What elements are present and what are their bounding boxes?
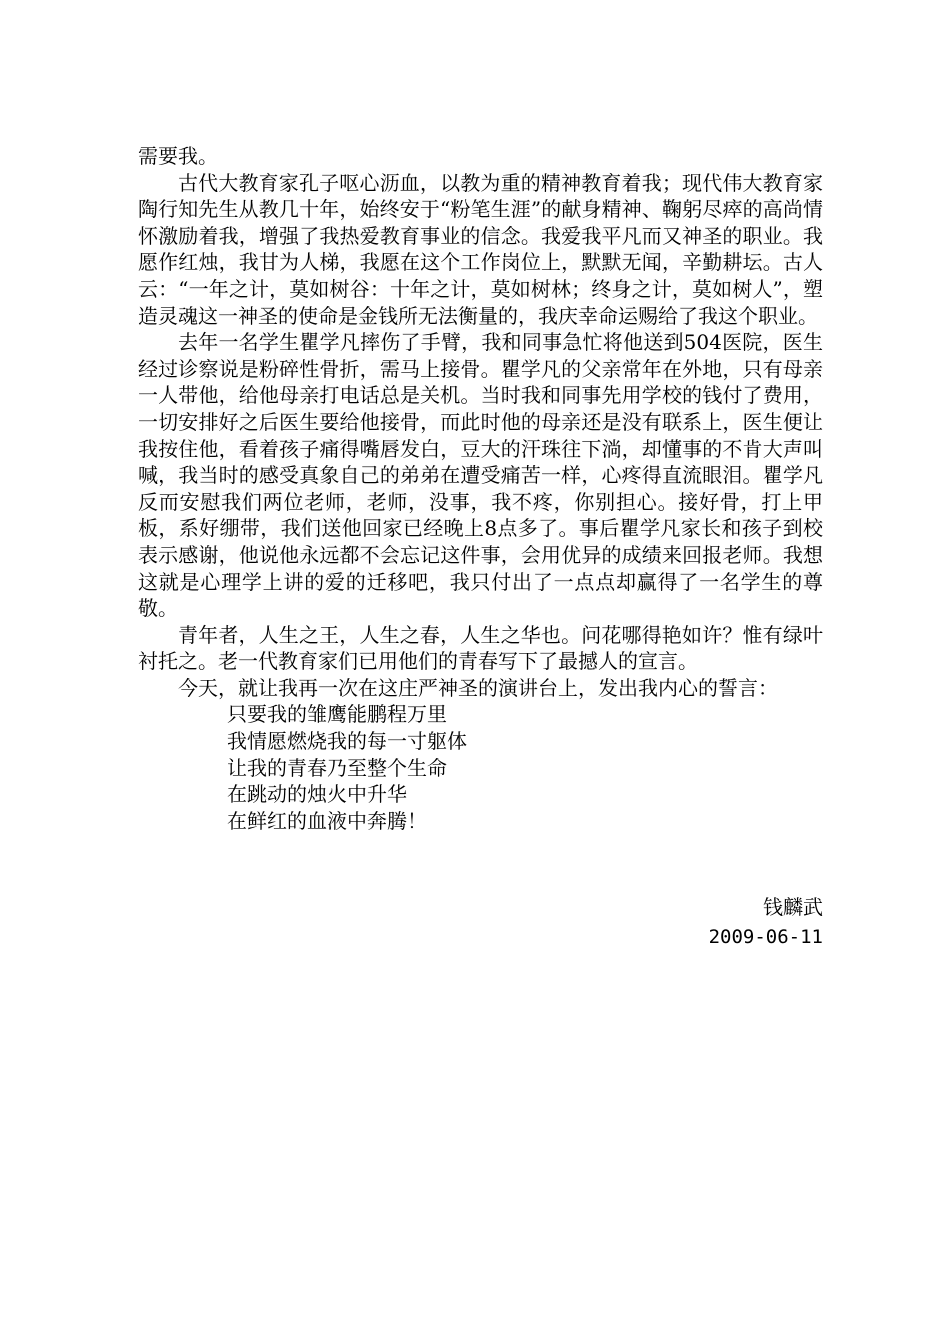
paragraph-youth: 青年者，人生之王，人生之春，人生之华也。问花哪得艳如许？惟有绿叶衬托之。老一代教育家们已用他们的青春写下了最撼人的宣言。: [138, 622, 823, 674]
poem-line: 只要我的雏鹰能鹏程万里: [227, 702, 447, 727]
poem-line: 在跳动的烛火中升华: [227, 782, 407, 807]
paragraph-educators: 古代大教育家孔子呕心沥血，以教为重的精神教育着我；现代伟大教育家陶行知先生从教几十年，始终安于“粉笔生涯”的献身精神、鞠躬尽瘁的高尚情怀激励着我，增强了我热爱教育事业的信念。我爱我平凡而又神圣的职业。我愿作红烛，我甘为人梯，我愿在这个工作岗位上，默默无闻，辛勤耕坛。古人云：“一年之计，莫如树谷：十年之计，莫如树林；终身之计，莫如树人”，塑造灵魂这一神圣的使命是金钱所无法衡量的，我庆幸命运赐给了我这个职业。: [138, 170, 823, 328]
poem-line: 让我的青春乃至整个生命: [227, 755, 447, 780]
signature-date: 2009-06-11: [708, 926, 823, 948]
paragraph-continuation: 需要我。: [138, 144, 218, 168]
poem-line: 在鲜红的血液中奔腾！: [227, 808, 427, 833]
document-body: [138, 143, 823, 834]
oath-poem: [138, 701, 823, 834]
signature-block: [709, 892, 823, 952]
paragraph-oath-intro: 今天，就让我再一次在这庄严神圣的演讲台上，发出我内心的誓言：: [178, 675, 778, 700]
author-name: 钱麟武: [763, 895, 823, 919]
poem-line: 我情愿燃烧我的每一寸躯体: [227, 729, 467, 754]
paragraph-student-story: 去年一名学生瞿学凡摔伤了手臂，我和同事急忙将他送到504医院，医生经过诊察说是粉碎性骨折，需马上接骨。瞿学凡的父亲常年在外地，只有母亲一人带他，给他母亲打电话总是关机。当时我和同事先用学校的钱付了费用，一切安排好之后医生要给他接骨，而此时他的母亲还是没有联系上，医生便让我按住他，看着孩子痛得嘴唇发白，豆大的汗珠往下淌，却懂事的不肯大声叫喊，我当时的感受真象自己的弟弟在遭受痛苦一样，心疼得直流眼泪。瞿学凡反而安慰我们两位老师，老师，没事，我不疼，你别担心。接好骨，打上甲板，系好绷带，我们送他回家已经晚上8点多了。事后瞿学凡家长和孩子到校表示感谢，他说他永远都不会忘记这件事，会用优异的成绩来回报老师。我想这就是心理学上讲的爱的迁移吧，我只付出了一点点却赢得了一名学生的尊敬。: [138, 330, 823, 621]
